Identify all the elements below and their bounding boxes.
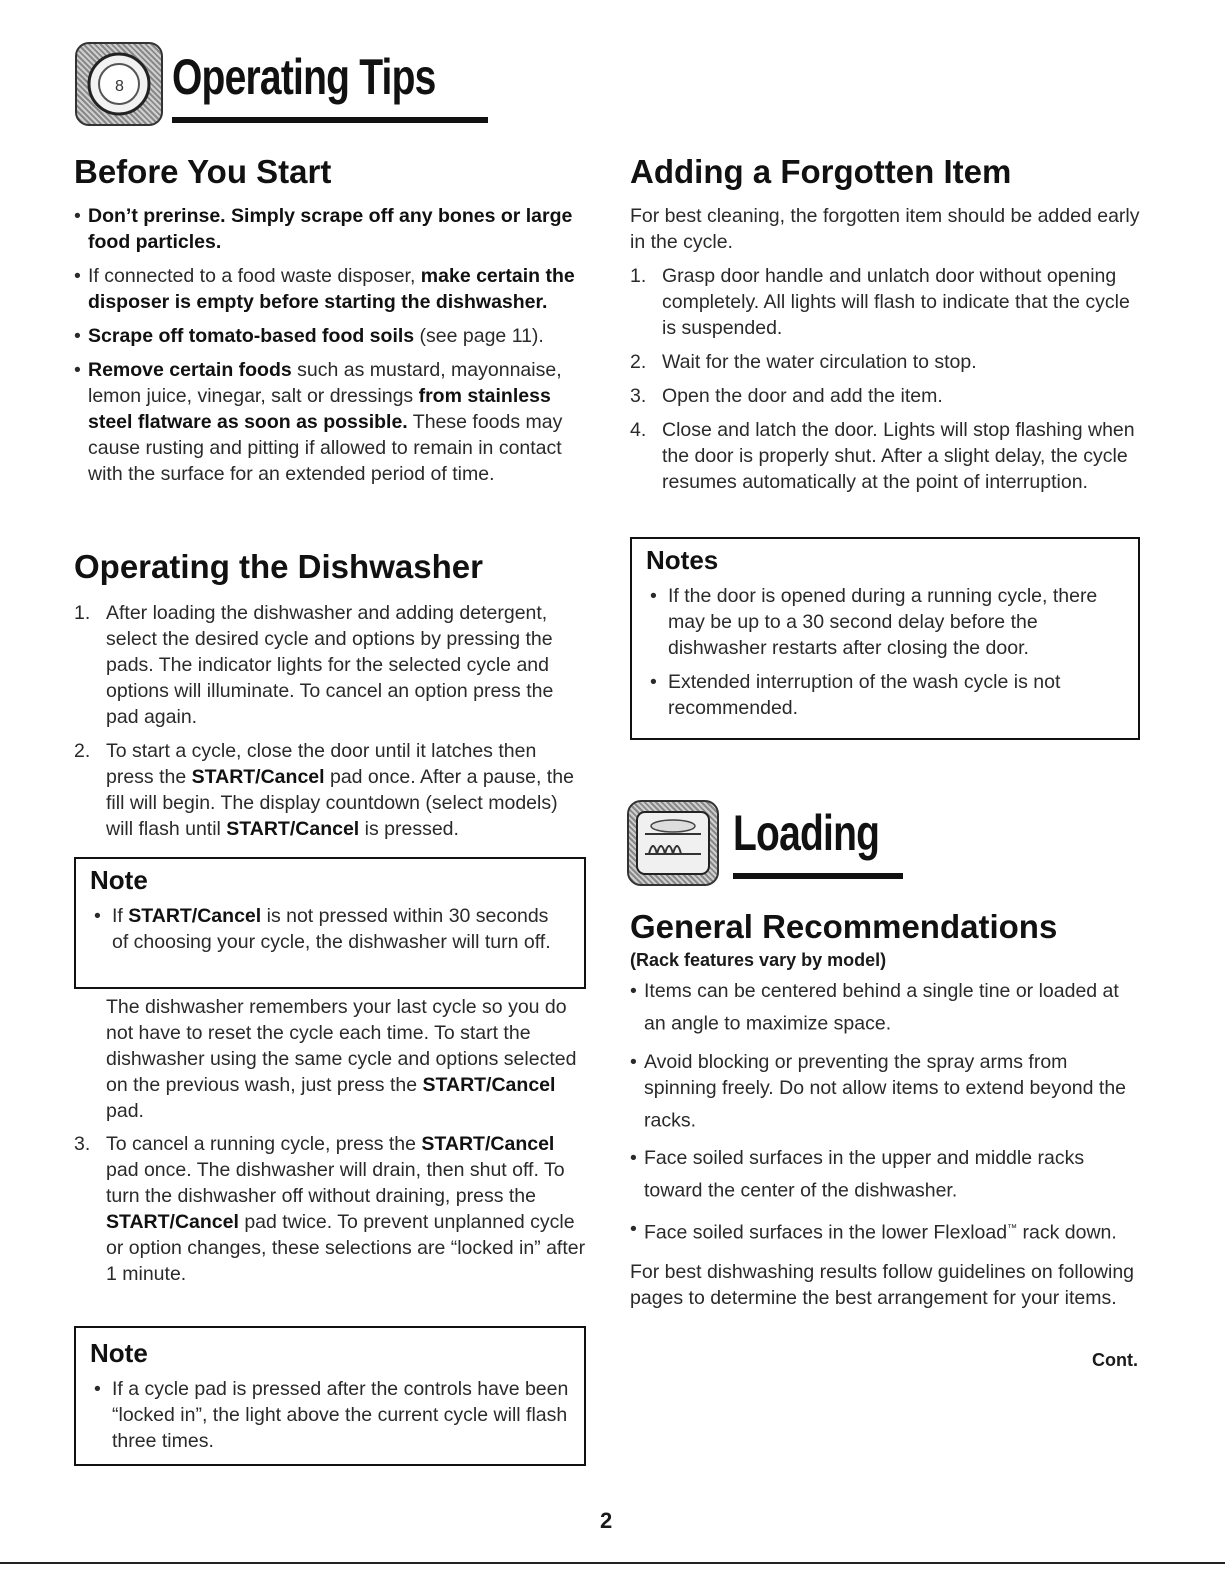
- note-item: • If a cycle pad is pressed after the controls have been “locked in”, the light above the current cycle will flash three times.: [90, 1376, 570, 1454]
- step-item: 3. To cancel a running cycle, press the START/Cancel pad once. The dishwasher will drain, then shut off. To turn the dishwasher off without draining, press the START/Cancel pad twice. To prevent unplanned cycle or option changes, these selections are “locked in” after 1 minute.: [74, 1133, 586, 1285]
- list-item: • Avoid blocking or preventing the spray arms from spinning freely. Do not allow items to extend beyond the racks.: [630, 1049, 1142, 1134]
- notes-title: Notes: [646, 545, 719, 575]
- list-item: • Items can be centered behind a single tine or loaded at an angle to maximize space.: [630, 978, 1142, 1037]
- step-item: 2. Wait for the water circulation to stop.: [630, 351, 977, 373]
- before-start-heading: Before You Start: [74, 153, 332, 190]
- operating-steps-b: [74, 1131, 586, 1295]
- list-item: • Don’t prerinse. Simply scrape off any bones or large food particles.: [74, 203, 594, 255]
- step-item: 2. To start a cycle, close the door until it latches then press the START/Cancel pad once. After a pause, the fill will begin. The display countdown (select models) will flash until START/Cancel is pressed.: [74, 740, 574, 840]
- general-subheading: (Rack features vary by model): [630, 950, 887, 970]
- note-item: • Extended interruption of the wash cycle is not recommended.: [646, 669, 1124, 721]
- loading-underline: [733, 873, 903, 879]
- step-item: 4. Close and latch the door. Lights will stop flashing when the door is properly shut. After a slight delay, the cycle resumes automatically at the point of interruption.: [630, 419, 1135, 493]
- footer-rule: [0, 1562, 1225, 1564]
- list-item: • Face soiled surfaces in the lower Flexload™ rack down.: [630, 1216, 1142, 1246]
- note-box-locked: [74, 1326, 586, 1466]
- timer-dial-icon: [75, 42, 163, 126]
- operating-heading: Operating the Dishwasher: [74, 548, 483, 585]
- general-list: [630, 978, 1142, 1257]
- dishwasher-rack-icon: [627, 800, 719, 886]
- step-item: 3. Open the door and add the item.: [630, 385, 943, 407]
- note-box-timeout: [74, 857, 586, 989]
- forgotten-steps: [630, 263, 1142, 503]
- title-underline: [172, 117, 488, 123]
- svg-text:8: 8: [115, 78, 124, 95]
- page-number: 2: [600, 1508, 613, 1533]
- memory-paragraph: The dishwasher remembers your last cycle so you do not have to reset the cycle each time. To start the dishwasher using the same cycle and options selected on the previous wash, just press the START/Cancel pad.: [106, 996, 577, 1122]
- forgotten-heading: Adding a Forgotten Item: [630, 153, 1012, 190]
- list-item: • Face soiled surfaces in the upper and middle racks toward the center of the dishwasher.: [630, 1145, 1142, 1204]
- page-title: Operating Tips: [172, 49, 436, 105]
- forgotten-intro: For best cleaning, the forgotten item should be added early in the cycle.: [630, 205, 1140, 253]
- notes-box-interruption: [630, 537, 1140, 740]
- note-title: Note: [90, 865, 148, 895]
- general-closing: For best dishwashing results follow guidelines on following pages to determine the best arrangement for your items.: [630, 1261, 1135, 1309]
- before-start-list: [74, 203, 594, 495]
- note-item: • If the door is opened during a running cycle, there may be up to a 30 second delay before the dishwasher restarts after closing the door.: [646, 583, 1124, 661]
- list-item: • Scrape off tomato-based food soils (see page 11).: [74, 323, 594, 349]
- list-item: • If connected to a food waste disposer, make certain the disposer is empty before starting the dishwasher.: [74, 263, 594, 315]
- list-item: • Remove certain foods such as mustard, mayonnaise, lemon juice, vinegar, salt or dressings from stainless steel flatware as soon as possible. These foods may cause rusting and pitting if allowed to remain in contact with the surface for an extended period of time.: [74, 357, 594, 487]
- continued-label: Cont.: [1092, 1350, 1138, 1370]
- note-title: Note: [90, 1338, 148, 1368]
- step-item: 1. After loading the dishwasher and adding detergent, select the desired cycle and options by pressing the pads. The indicator lights for the selected cycle and options will illuminate. To cancel an option press the pad again.: [74, 602, 554, 728]
- note-item: • If START/Cancel is not pressed within 30 seconds of choosing your cycle, the dishwasher will turn off.: [90, 903, 570, 955]
- operating-steps-a: [74, 600, 586, 850]
- general-heading: General Recommendations: [630, 908, 1058, 945]
- loading-title: Loading: [733, 805, 880, 861]
- step-item: 1. Grasp door handle and unlatch door without opening completely. All lights will flash to indicate that the cycle is suspended.: [630, 265, 1130, 339]
